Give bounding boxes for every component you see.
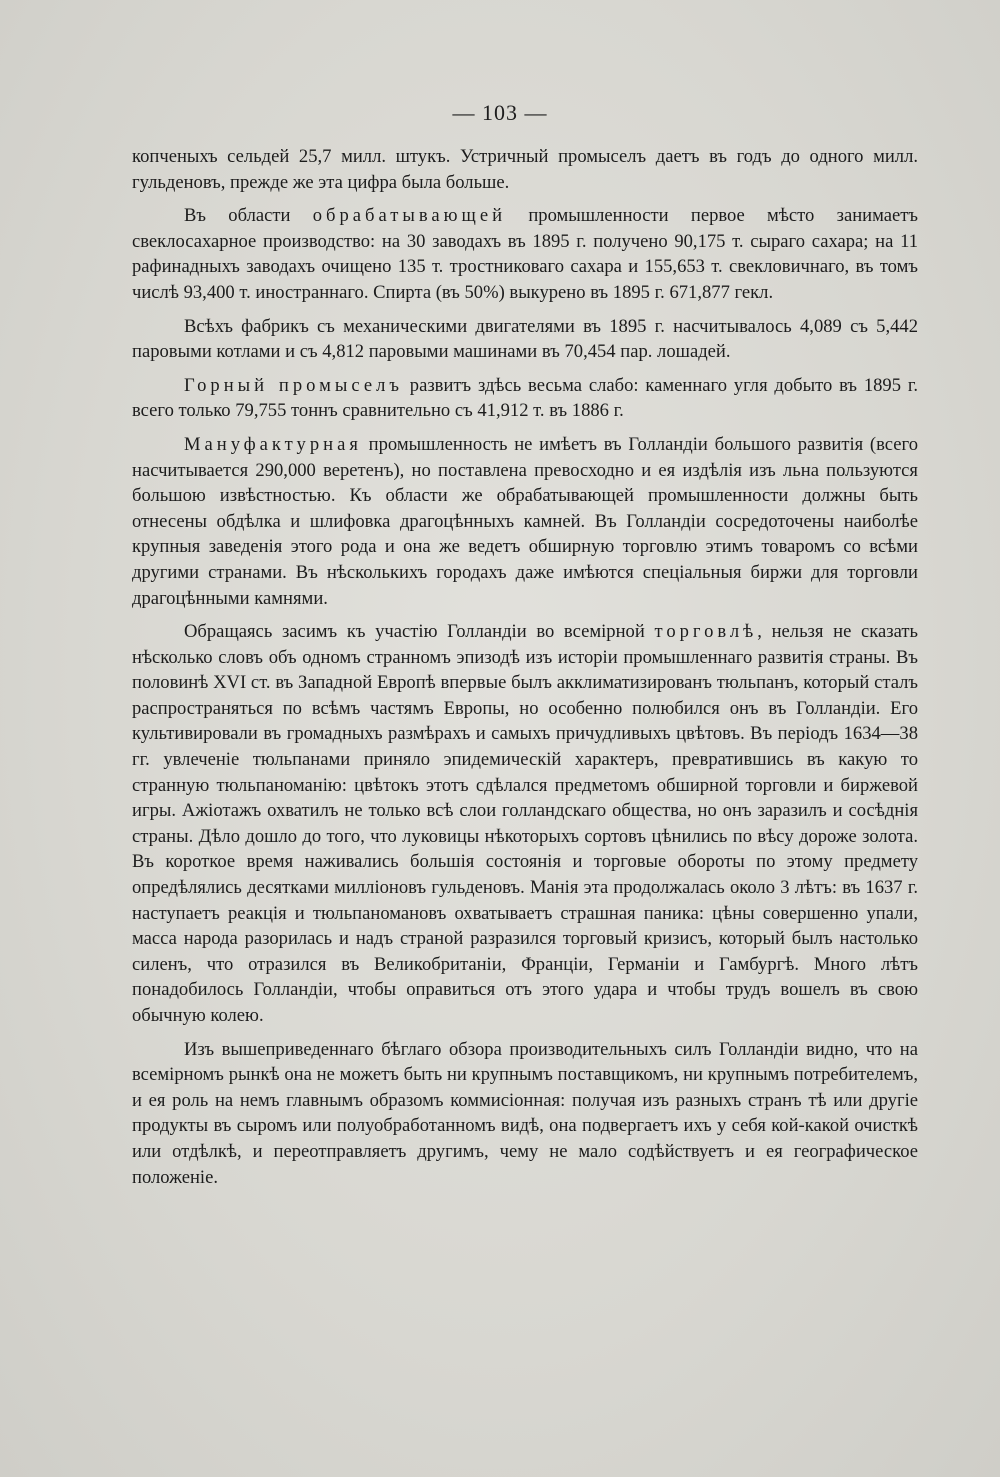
emphasized-term: обрабатывающей — [312, 205, 507, 227]
paragraph-manufacturing-industry — [132, 203, 918, 305]
body-text — [132, 144, 918, 1198]
paragraph-text: промышленности первое мѣсто занимаетъ свеклосахарное производство: на 30 заводахъ въ 1895 г. получено 90,175 т. сыраго сахара; на 11 рафинадныхъ заводахъ очищено 135 т. тростниковаго сахара и 155,653 т. свекловичнаго, въ томъ числѣ 93,400 т. иностраннаго. Спирта (въ 50%) выкурено въ 1895 г. 671,877 гекл. — [132, 205, 918, 303]
paragraph-trade-tulips — [132, 619, 918, 1029]
paragraph-continuation: копченыхъ сельдей 25,7 милл. штукъ. Устричный промыселъ даетъ въ годъ до одного милл. гульденовъ, прежде же эта цифра была больше. — [132, 146, 918, 193]
paragraph-mining — [132, 373, 918, 424]
paragraph-text: Обращаясь засимъ къ участiю Голландiи во всемiрной — [184, 621, 655, 643]
paragraph-text: промышленность не имѣетъ въ Голландiи большого развитiя (всего насчитывается 290,000 веретенъ), но поставлена превосходно и ея издѣлiя изъ льна пользуются большою извѣстностью. Къ области же обрабатывающей промышленности должны быть отнесены обдѣлка и шлифовка драгоцѣнныхъ камней. Въ Голландiи сосредоточены наиболѣе крупныя заведенiя этого рода и она же ведетъ обширную торговлю этимъ товаромъ со всѣми другими странами. Въ нѣсколькихъ городахъ даже имѣются спецiальныя биржи для торговли драгоцѣнными камнями. — [132, 433, 918, 609]
paragraph-factories: Всѣхъ фабрикъ съ механическими двигателями въ 1895 г. насчитывалось 4,089 съ 5,442 паровыми котлами и съ 4,812 паровыми машинами въ 70,454 пар. лошадей. — [132, 315, 918, 363]
page-number: — 103 — — [452, 100, 548, 125]
emphasized-term: Мануфактурная — [184, 433, 362, 455]
paragraph-text: , нельзя не сказать нѣсколько словъ объ одномъ странномъ эпизодѣ изъ исторiи промышленнаго развитiя страны. Въ половинѣ XVI ст. въ Западной Европѣ впервые былъ акклиматизированъ тюльпанъ, который сталъ распространяться по всѣмъ частямъ Европы, но особенно полюбился онъ въ Голландiи. Его культивировали въ громадныхъ размѣрахъ и самыхъ причудливыхъ цвѣтовъ. Въ перiодъ 1634—38 гг. увлеченiе тюльпанами приняло эпидемическiй характеръ, превратившись въ какую то странную тюльпаноманiю: цвѣтокъ этотъ сдѣлался предметомъ обширной торговли и биржевой игры. Ажiотажъ охватилъ не только всѣ слои голландскаго общества, но онъ заразилъ и сосѣднiя страны. Дѣло дошло до того, что луковицы нѣкоторыхъ сортовъ цѣнились по вѣсу дороже золота. Въ короткое время наживались большiя состоянiя и торговые обороты по этому предмету опредѣлялись десятками миллiоновъ гульденовъ. Манiя эта продолжалась около 3 лѣтъ: въ 1637 г. наступаетъ реакцiя и тюльпаномановъ охватываетъ страшная паника: цѣны совершенно упали, масса народа разорилась и надъ страной разразился торговый кризисъ, который былъ настолько силенъ, что отразился въ Великобританiи, Францiи, Германiи и Гамбургѣ. Много лѣтъ понадобилось Голландiи, чтобы оправиться отъ этого удара и чтобы трудъ вошелъ въ свою обычную колею. — [132, 621, 918, 1026]
emphasized-term: торговлѣ — [654, 621, 758, 643]
paragraph-conclusion: Изъ вышеприведеннаго бѣглаго обзора производительныхъ силъ Голландiи видно, что на всемiрномъ рынкѣ она не можетъ быть ни крупнымъ поставщикомъ, ни крупнымъ потребителемъ, и ея роль на немъ главнымъ образомъ коммисiонная: получая изъ разныхъ странъ тѣ или другiе продукты въ сыромъ или полуобработанномъ видѣ, она подвергаетъ ихъ у себя кой-какой очисткѣ или отдѣлкѣ, и переотправляетъ другимъ, чему не мало содѣйствуетъ и ея географическое положенiе. — [132, 1038, 918, 1188]
paragraph-textile — [132, 432, 918, 611]
paragraph-text: развитъ здѣсь весьма слабо: каменнаго угля добыто въ 1895 г. всего только 79,755 тоннъ сравнительно съ 41,912 т. въ 1886 г. — [132, 374, 918, 422]
emphasized-term: Горный промыселъ — [184, 374, 403, 396]
paragraph-text: Въ области — [184, 205, 313, 227]
